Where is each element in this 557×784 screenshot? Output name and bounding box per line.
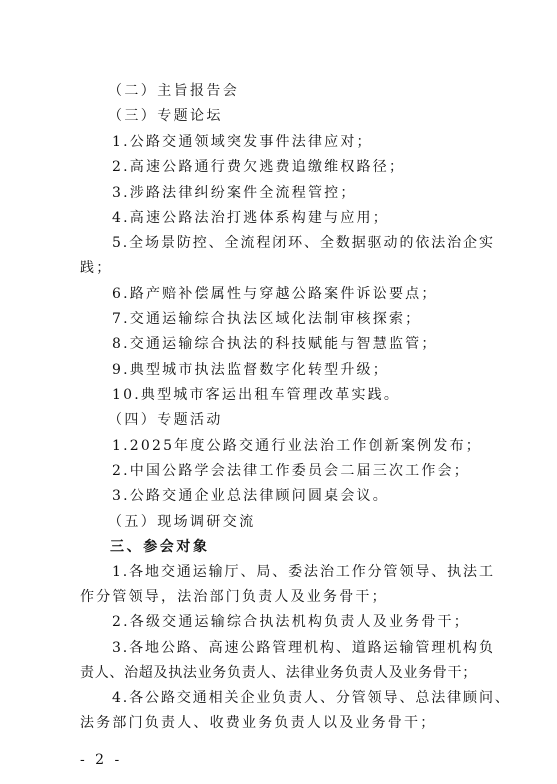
section-heading-keynote: （二）主旨报告会 (108, 83, 240, 99)
activity-item-2: 2.中国公路学会法律工作委员会二届三次工作会； (112, 463, 470, 479)
forum-topic-1: 1.公路交通领域突发事件法律应对； (112, 134, 373, 150)
forum-topic-8: 8.交通运输综合执法的科技赋能与智慧监管； (112, 336, 438, 352)
activity-item-3: 3.公路交通企业总法律顾问圆桌会议。 (112, 488, 389, 504)
forum-topic-2: 2.高速公路通行费欠逃费追缴维权路径； (112, 159, 406, 175)
page-number: - 2 - (80, 752, 123, 768)
forum-topic-7: 7.交通运输综合执法区域化法制审核探索； (112, 311, 422, 327)
section-heading-field-visit: （五）现场调研交流 (108, 514, 256, 530)
forum-topic-10: 10.典型城市客运出租车管理改革实践。 (112, 387, 401, 403)
attendee-item-1-continued: 作分管领导，法治部门负责人及业务骨干； (80, 589, 388, 605)
forum-topic-6: 6.路产赔补偿属性与穿越公路案件诉讼要点； (112, 286, 438, 302)
forum-topic-9: 9.典型城市执法监督数字化转型升级； (112, 362, 389, 378)
section-heading-activities: （四）专题活动 (108, 412, 223, 428)
attendee-item-3: 3.各地公路、高速公路管理机构、道路运输管理机构负 (112, 640, 495, 656)
attendee-item-4: 4.各公路交通相关企业负责人、分管领导、总法律顾问、 (112, 690, 511, 706)
activity-item-1: 1.2025年度公路交通行业法治工作创新案例发布； (112, 438, 482, 454)
part-heading-attendees: 三、参会对象 (110, 539, 210, 555)
attendee-item-4-continued: 法务部门负责人、收费业务负责人以及业务骨干； (80, 715, 437, 731)
attendee-item-3-continued: 责人、治超及执法业务负责人、法律业务负责人及业务骨干； (80, 665, 477, 681)
forum-topic-3: 3.涉路法律纠纷案件全流程管控； (112, 185, 357, 201)
forum-topic-5: 5.全场景防控、全流程闭环、全数据驱动的依法治企实 (112, 235, 495, 251)
attendee-item-2: 2.各级交通运输综合执法机构负责人及业务骨干； (112, 614, 470, 630)
attendee-item-1: 1.各地交通运输厅、局、委法治工作分管领导、执法工 (112, 564, 495, 580)
section-heading-forum: （三）专题论坛 (108, 108, 223, 124)
forum-topic-4: 4.高速公路法治打逃体系构建与应用； (112, 210, 389, 226)
forum-topic-5-continued: 践； (80, 260, 113, 276)
